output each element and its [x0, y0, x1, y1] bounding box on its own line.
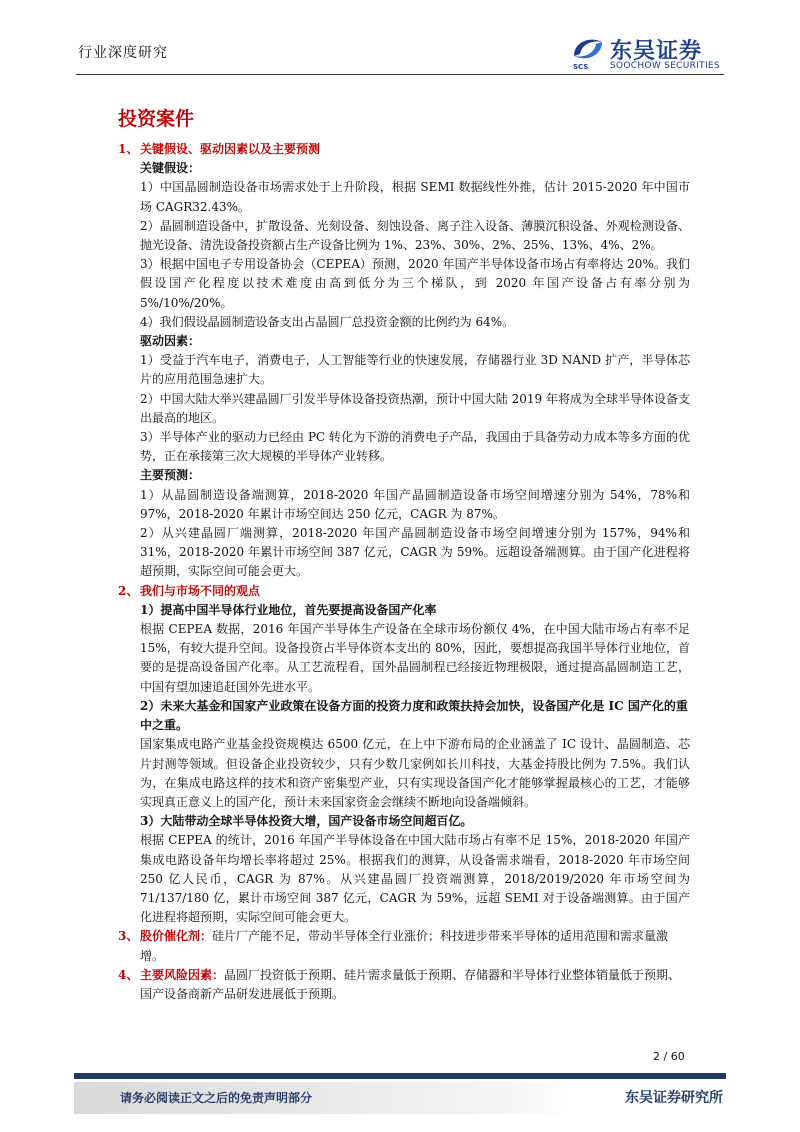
logo-cn-name: 东吴证券: [610, 39, 703, 64]
view-body: 根据 CEPEA 数据，2016 年国产半导体生产设备在全球市场份额仅 4%，在中国大陆市场占有率不足 15%，有较大提升空间。设备投资占半导体资本支出的 80%，因此，要想提高我国半导体行业地位，首要的是提高设备国产化率。从工艺流程看，国外晶圆制程已经接近物理极限，通过提高晶圆制造工艺，中国有望加速追赶国外先进水平。: [140, 622, 690, 694]
view-title: 1）提高中国半导体行业地位，首先要提高设备国产化率: [140, 602, 437, 617]
report-category: 行业深度研究: [78, 45, 168, 61]
forecast-label: 主要预测：: [140, 468, 201, 483]
assumption-item: 2）晶圆制造设备中，扩散设备、光刻设备、刻蚀设备、离子注入设备、薄膜沉积设备、外观检测设备、抛光设备、清洗设备投资额占生产设备比例为 1%、23%、30%、2%、25%、13%、4%、2%。: [140, 218, 690, 253]
logo-abbr: SCS: [573, 63, 589, 71]
disclaimer-note: 请务必阅读正文之后的免责声明部分: [120, 1091, 313, 1105]
section-1-heading: 1、 关键假设、驱动因素以及主要预测: [118, 142, 321, 156]
page-title: 投资案件: [118, 108, 195, 130]
research-institute: 东吴证券研究所: [625, 1090, 723, 1106]
driver-item: 1）受益于汽车电子，消费电子，人工智能等行业的快速发展，存储器行业 3D NAND 扩产，半导体芯片的应用范围急速扩大。: [140, 353, 690, 387]
view-body: 根据 CEPEA 的统计，2016 年国产半导体设备在中国大陆市场占有率不足 15%，2018-2020 年国产集成电路设备年均增长率将超过 25%。根据我们的测算，从设备需求端看，2018-2020 年市场空间 250 亿人民币，CAGR 为 87%。从兴建晶圆厂投资端测算，2018/2019/2020 年市场空间为 71/137/180 亿，累计市场空间 387 亿元，CAGR 为 59%，远超 SEMI 对于设备端测算。由于国产化进程将超预期，实际空间可能会更大。: [140, 833, 690, 925]
view-body: 国家集成电路产业基金投资规模达 6500 亿元，在上中下游布局的企业涵盖了 IC 设计、晶圆制造、芯片封测等领域。但设备企业投资较少，只有少数几家例如长川科技，大基金持股比例为 7.5%。我们认为，在集成电路这样的技术和资产密集型产业，只有实现设备国产化才能够掌握最核心的工艺，才能够实现真正意义上的国产化，预计未来国家资金会继续不断地向设备端倾斜。: [140, 737, 690, 809]
forecast-item: 1）从晶圆制造设备端测算，2018-2020 年国产晶圆制造设备市场空间增速分别为 54%，78%和 97%，2018-2020 年累计市场空间达 250 亿元，CAGR 为 87%。: [140, 487, 690, 521]
page-number: 2 / 60: [653, 1050, 685, 1063]
assumption-item: 3）根据中国电子专用设备协会（CEPEA）预测，2020 年国产半导体设备市场占有率将达 20%。我们假设国产化程度以技术难度由高到低分为三个梯队，到 2020 年国产设备占有率分别为 5%/10%/20%。: [140, 257, 690, 310]
assumptions-label: 关键假设：: [140, 161, 201, 176]
forecast-item: 2）从兴建晶圆厂端测算，2018-2020 年国产晶圆制造设备市场空间增速分别为 157%，94%和 31%，2018-2020 年累计市场空间 387 亿元，CAGR 为 59%。远超设备端测算。由于国产化进程将超预期，实际空间可能会更大。: [140, 526, 690, 579]
section-2-heading: 2、 我们与市场不同的观点: [118, 583, 261, 598]
header-divider: [76, 74, 724, 75]
driver-item: 2）中国大陆大举兴建晶圆厂引发半导体设备投资热潮，预计中国大陆 2019 年将成为全球半导体设备支出最高的地区。: [140, 391, 690, 425]
scs-logo-icon: [570, 34, 606, 64]
view-title: 2）未来大基金和国家产业政策在设备方面的投资力度和政策扶持会加快，设备国产化是 IC 国产化的重中之重。: [140, 698, 688, 733]
drivers-label: 驱动因素：: [140, 334, 201, 349]
section-3: 3、 股价催化剂：硅片厂产能不足，带动半导体全行业涨价；科技进步带来半导体的适用范围和需求量激增。: [118, 929, 669, 963]
assumption-item: 4）我们假设晶圆制造设备支出占晶圆厂总投资金额的比例约为 64%。: [140, 314, 515, 329]
logo-en-name: SOOCHOW SECURITIES: [610, 61, 720, 71]
view-title: 3）大陆带动全球半导体投资大增，国产设备市场空间超百亿。: [140, 814, 473, 829]
footer-bar: [74, 1073, 726, 1079]
driver-item: 3）半导体产业的驱动力已经由 PC 转化为下游的消费电子产品，我国由于具备劳动力成本等多方面的优势，正在承接第三次大规模的半导体产业转移。: [140, 430, 690, 464]
main-content: [118, 140, 690, 1004]
company-logo: [570, 34, 740, 74]
section-4: 4、 主要风险因素：晶圆厂投资低于预期、硅片需求量低于预期、存储器和半导体行业整体销量低于预期、国产设备商新产品研发进展低于预期。: [118, 967, 681, 1001]
assumption-item: 1）中国晶圆制造设备市场需求处于上升阶段，根据 SEMI 数据线性外推，估计 2015-2020 年中国市场 CAGR32.43%。: [140, 180, 690, 214]
